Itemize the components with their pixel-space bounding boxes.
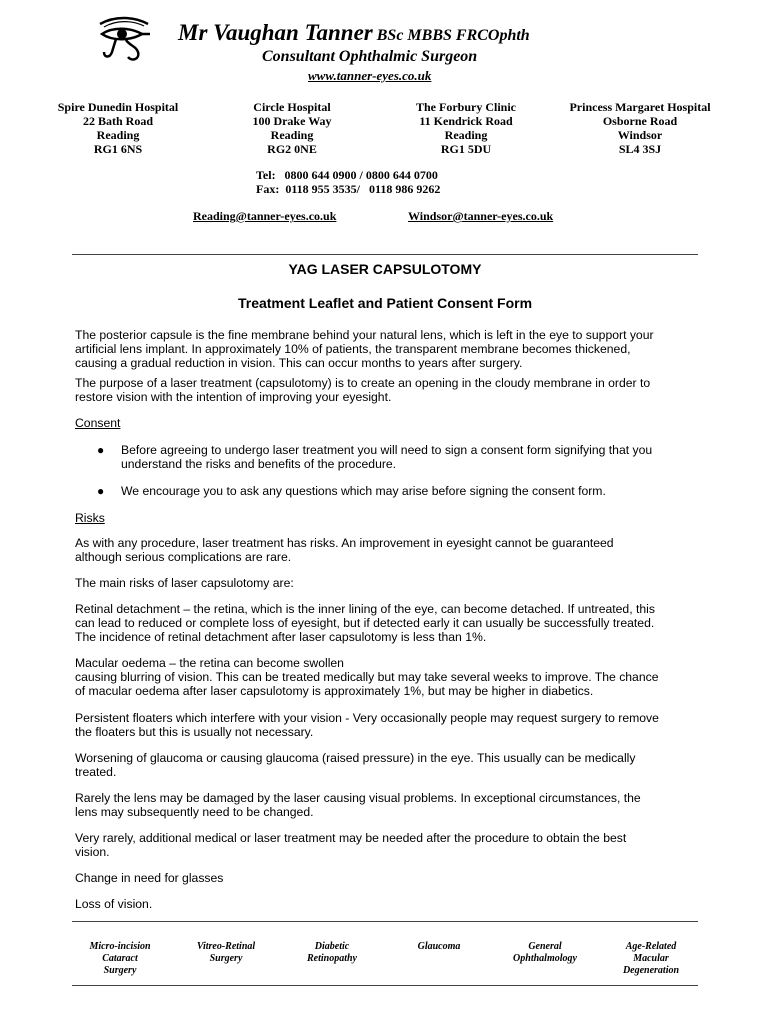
footer-cataract: Micro-incision Cataract Surgery [89, 941, 151, 976]
eye-of-horus-logo [96, 14, 152, 64]
document-subtitle: Treatment Leaflet and Patient Consent Form [237, 295, 533, 311]
telephone: Tel: 0800 644 0900 / 0800 644 0700 [256, 168, 438, 182]
footer-vitreo-retinal: Vitreo-Retinal Surgery [196, 941, 256, 964]
phone-fax [256, 168, 440, 196]
glasses-change-risk: Change in need for glasses [75, 871, 224, 885]
floaters-risk: Persistent floaters which interfere with your vision - Very occasionally people may request surgery to remove the floaters but this is usually not necessary. [75, 711, 659, 740]
footer-top-divider [72, 921, 698, 922]
header-divider [72, 254, 698, 255]
glaucoma-risk: Worsening of glaucoma or causing glaucoma (raised pressure) in the eye. This usually can be medically treated. [75, 751, 636, 780]
bullet-icon: ● [97, 443, 105, 457]
fax: Fax: 0118 955 3535/ 0118 986 9262 [256, 182, 441, 196]
retinal-detachment-risk: Retinal detachment – the retina, which is the inner lining of the eye, can become detached. If untreated, this can lead to reduced or complete loss of eyesight, but if detected early it can usually be successfully treated. The incidence of retinal detachment after laser capsulotomy is less than 1%. [75, 602, 655, 645]
main-risks-text: The main risks of laser capsulotomy are: [75, 576, 294, 590]
hospital-forbury-clinic: The Forbury Clinic 11 Kendrick Road Reading RG1 5DU [415, 100, 517, 156]
email-windsor-link[interactable]: Windsor@tanner-eyes.co.uk [408, 209, 554, 223]
doctor-role: Consultant Ophthalmic Surgeon [262, 48, 478, 65]
doctor-name: Mr Vaughan Tanner BSc MBBS FRCOphth [178, 20, 530, 45]
additional-treatment-risk: Very rarely, additional medical or laser treatment may be needed after the procedure to obtain the best vision. [75, 831, 627, 860]
hospital-princess-margaret: Princess Margaret Hospital Osborne Road Windsor SL4 3SJ [569, 100, 711, 156]
footer-diabetic-retinopathy: Diabetic Retinopathy [306, 941, 358, 964]
vision-loss-risk: Loss of vision. [75, 897, 153, 911]
consent-bullet: Before agreeing to undergo laser treatment you will need to sign a consent form signifying that you understand the risks and benefits of the procedure. [121, 443, 653, 472]
lens-damage-risk: Rarely the lens may be damaged by the laser causing visual problems. In exceptional circumstances, the lens may subsequently need to be changed. [75, 791, 641, 820]
purpose-paragraph: The purpose of a laser treatment (capsulotomy) is to create an opening in the cloudy membrane in order to restore vision with the intention of improving your eyesight. [75, 376, 651, 405]
macular-oedema-risk: Macular oedema – the retina can become swollen causing blurring of vision. This can be treated medically but may take several weeks to improve. The chance of macular oedema after laser capsulotomy is approximately 1%, but may be higher in diabetics. [75, 656, 659, 699]
consent-bullet: We encourage you to ask any questions which may arise before signing the consent form. [121, 484, 606, 498]
footer-glaucoma: Glaucoma [417, 941, 461, 952]
footer-bottom-divider [72, 985, 698, 986]
consent-heading: Consent [75, 416, 121, 430]
document-title: YAG LASER CAPSULOTOMY [288, 261, 482, 277]
hospital-spire-dunedin: Spire Dunedin Hospital 22 Bath Road Reading RG1 6NS [57, 100, 179, 156]
footer-amd: Age-Related Macular Degeneration [622, 941, 680, 976]
website-link[interactable]: www.tanner-eyes.co.uk [308, 68, 432, 83]
qualifications: BSc MBBS FRCOphth [376, 27, 530, 44]
email-reading-link[interactable]: Reading@tanner-eyes.co.uk [193, 209, 337, 223]
risks-heading: Risks [75, 511, 105, 525]
bullet-icon: ● [97, 484, 105, 498]
risks-intro: As with any procedure, laser treatment has risks. An improvement in eyesight cannot be guaranteed although serious complications are rare. [75, 536, 614, 565]
hospital-circle: Circle Hospital 100 Drake Way Reading RG2 0NE [252, 100, 332, 156]
intro-paragraph: The posterior capsule is the fine membrane behind your natural lens, which is left in the eye to support your artificial lens implant. In approximately 10% of patients, the transparent membrane becomes thickened, causing a gradual reduction in vision. This can occur months to years after surgery. [75, 328, 654, 371]
footer-general-ophthalmology: General Ophthalmology [513, 941, 577, 964]
